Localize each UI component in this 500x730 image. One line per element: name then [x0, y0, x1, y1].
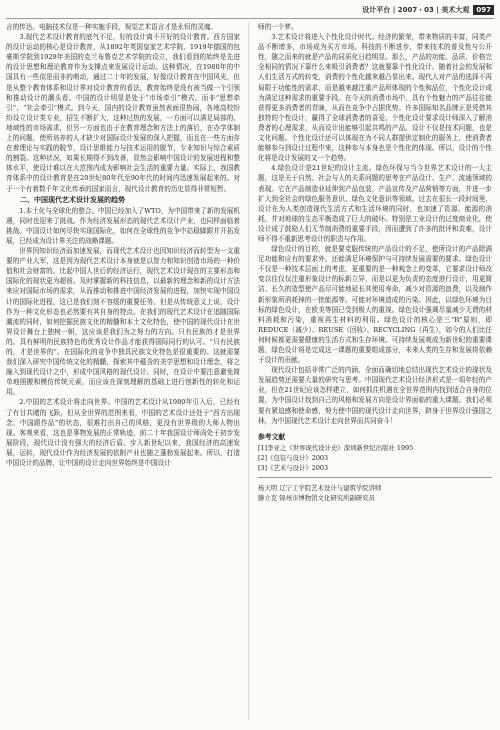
header-rule [6, 18, 494, 19]
journal-name: 设计平台 [362, 6, 391, 14]
paragraph: 绿色设计的目的，就是要克服传统的产品设计的不足，使所设计的产品除满足功能和应有的要求外，还能满足环境保护与可持续发展需要的要求。绿色设计不仅是一种技术层面上的考虑，更重要的是一种观念上的变革，它要求设计师改变以往仅仅注重形象设计的标新立异，而是以更为负责的态度进行设计，用更简洁、长久的造型使产品尽可能地延长其使用寿命，减少对资源的浪费，以及制作新形象所消耗掉的一批能源等。可能对环境造成的污染。因此，以绿色环境为目标的绿色设计，在欧美等国已受到极大的重视。绿色设计强调尽量减少无谓的材料消耗和污染，重视再生材料的利用。绿色设计的核心是三“R”原则，即REDUCE（减少）、REUSE（回收）、RECYCLING（再生），如今的人们比任何时候都更需要健康的生活方式和生存环境。可持续发展观成为新世纪的重要课题，绿色设计将是完成这一课题的重要组成部分，未来人类的生存和发展将依赖于设计的贡献。 [258, 245, 492, 365]
issue-number: 2007・03 [397, 6, 434, 14]
paragraph: 1.本土化与全球化的整合。中国已经加入了WTO，为中国带来了新的发展机遇，同时也迎来了挑战。作为经济发展形态的现代艺术设计产业，也同样面临着挑战。中国设计如何尽快实现国际化，如何在全球性的竞争中站稳脚跟并开拓发展，已经成为设计界关注的战略课题。 [6, 206, 240, 245]
author-info [258, 484, 492, 503]
paragraph: 师的一个梦。 [258, 23, 298, 31]
references-list [258, 443, 492, 473]
paragraph: 世界因知识经济而加速发展，而现代艺术设计也因知识经济而转型为一支重要的产业大军，这是因为现代艺术设计本身就是以智力和知识创造市场的一种价值和社会财富的。比起中国人世后的经济运行，现代艺术设计现在的主要形态和国际化的现状更为超前。及时掌握新的科技信息，以最新的理念和新的设计方法来应对国际市场的需求，从而推动和推进中国经济发展的进程，加快实现中国设计的国际化进程，这已是我们刻不容缓的重要任务。但是从传统意义上说，设计作为一种文化形态也必然要有其自身的特点。在我们的现代艺术设计在追随国际潮流的同时，如何挖掘民族文化的精髓和本土文化特色，使中国的现代设计在世界设计舞台上独树一帜，这应该是我们为之努力的方向。只有民族的才是世界的。具有鲜明的民族特色的优秀设计作品才能获得国际同行的认可。“只有民族的，才是世界的”。在国际化的竞争中独具民族文化特色是很重要的。这就需要我们深入研究中国传统文化的精髓，探索其中蕴含的美学思想和设计理念，将之融入到现代设计之中，形成中国风格的现代设计。同时，在设计中要注意避免简单地照搬和模仿传统元素，而应该在深刻理解的基础上进行创新性的转化和运用。 [6, 247, 240, 397]
paragraph: 3.现代艺术设计教育的底气不足，好的设计离不开好的设计教育。西方国家的设计运动的核心是设计教育，从1892年英国皇家艺术学院、1919年德国的包豪斯学院到1929年美国的克兰布鲁克艺术学院的设立，我们看到的始终是先进的设计思想和理论教育作为支撑点来发展设计运动。这种情况，在1980年的中国具有一些似是而非的萌动，通过二十年的发展，好像设计教育在中国风光，但是从整个教育体系和设计界对设计教育的看法，教育始终是没有被当做一个引领和推动设计的潮头看。中国的设计明显是处于“市场牵引”模式，而非“思想牵引”、“社会牵引”模式。到今天，国内的设计教育虽然表面很热闹，各地高校纷纷设立设计类专业，招生不断扩大，这种过热的发展，一方面可以满足局部的、地域性的市场需求，但另一方面也由于在教育理念和方法上的落后，在办学体制上的问题，使所培养的人才缺少对国际设计发展的深入把握，而且在一些方面存在着理论与实践的脱节，设计思维能力与技术运用的脱节，专业知识与综合素质的割裂。这种状况，如果长期得不到改善，显然会影响中国设计的发展进程和整体水平，使设计难以在大范围内成为影响社会生活的重要力量。实际上，我国教育体系中的设计教育是在20世纪80年代至90年代的时间内迅速发展起来的。对于一个有着数千年文化传承的国家而言，现代设计教育的历史显得非常短暂。 [6, 33, 240, 193]
paragraph: 4.绿色设计是21世纪的设计主流。绿色环保与当今世界艺术设计的一大主题，这是关于自然、社会与人的关系问题的思考在产品设计、生产、流通领域的表现。它在产品制造业延伸到产品包装，产品宣传及产品营销等方面，并进一步扩大到全社会的绿色服务意识、绿色文化意识等领域。过去在很长一段时间里，设计在为人类创造现代生活方式和生活环境的同时，也加速了资源、能源的消耗，并对地球的生态平衡造成了巨大的破坏。特别是工业设计的过度商业化，使设计成了鼓励人们无节制消费的重要手段，因而遭到了许多的批评和责难，设计师不得不重新思考设计的职责与作用。 [258, 164, 492, 243]
paragraph: 2.中国的艺术设计将走向世界。中国的艺术设计从1980年引入后，已经有了有目共睹的飞跃，但从全世界的范围来看，中国的艺术设计还处于“西方出现念，中国跟作品”的状态，很难打出自己的风格，更没有世界级的大师人物出现。客观来看，这也是事物发展的正常轨迹，前二十年我国设计师尚处于初步发展阶段，现代设计没有强大的经济后盾。步入新世纪以来，我国经济的高速发展，运转，现代设计作为经济发展的依附产业也随之蓬勃发展起来。所以，打造中国设计的品牌，让中国的设计走向世界始终是中国设计 [6, 398, 240, 468]
page-number: 097 [473, 5, 494, 15]
reference-item: [1]李亚之《世界现代设计史》深圳新世纪出版社 1995 [258, 443, 414, 452]
paragraph: 现代设计包括非常广泛的内涵，全面而确切地总结出现代艺术设计的现状及发展趋势还需要大量的研究与思考。中国现代艺术设计经济形式是一项年轻的产业，但在21世纪应该怎样建立，如何抓住机遇在全世界范围内找到适合自身的位置，为中国设计找到自己的风格和发展方向是设计界面临的重大课题。我们必须要有紧迫感和使命感，努力使中国的现代设计走向世界，跻身于世界设计强国之林，为中国现代艺术设计走向世界而共同奋斗！ [258, 366, 492, 425]
author-line: 滕立克 锦州市博物馆文化研究所副研究员 [258, 493, 376, 502]
column-name: 美术大观 [441, 6, 470, 14]
reference-item: [3]《艺术与设计》2003 [258, 464, 329, 473]
paragraph: 3.艺术设计将进入个性化设计时代。经济的繁荣，带来物质的丰富，同类产品不断增多，市场成为买方市场。科技的不断进步，带来技术的普及性与公开性，随之而来的就是产品的同质化日趋明显。那么，产品的功能、品质、价格完全相同的情况下靠什么来吸引消费者？这就要靠个性化设计。随着社会的发展和人们生活方式的转变，消费的个性化越来越凸显出来。现代人对产品的选择不再局限于功能性的需求，而是越来越注重产品所体现的个性和品位，个性化设计成为满足这种需求的重要手段。在今天的消费市场中，具有个性魅力的产品往往能获得更多消费者的青睐，从而在竞争中占据优势。许多国际知名品牌正是凭借其独特的个性设计，赢得了全球消费者的喜爱。个性化设计要求设计师深入了解消费者的心理需求，从而设计出能够引起共鸣的产品。设计不仅是技术问题，也是文化问题。个性化设计还可以体现在为不同人群提供定制化的服务上，使消费者能够参与到设计过程中来，这种参与本身也是个性化的体现。所以，设计的个性化将是设计发展的又一个趋势。 [258, 33, 492, 163]
left-column [6, 22, 240, 468]
author-line: 杨天明 辽宁工学院艺术设计与建筑学院讲师 [258, 484, 382, 493]
running-header: 设计平台 | 2007・03 | 美术大观 097 [362, 4, 494, 16]
paragraph: 言的传达。电脑技术仅是一种实施手段，视觉艺术语言才是永恒的灵魂。 [6, 23, 217, 31]
reference-item: [2]《包装与设计》2003 [258, 453, 329, 462]
references-title: 参考文献 [258, 432, 286, 441]
right-column [258, 22, 492, 503]
column-divider [248, 22, 249, 720]
references-rule [258, 477, 492, 478]
section-heading: 二、中国现代艺术设计发展的趋势 [20, 195, 125, 204]
